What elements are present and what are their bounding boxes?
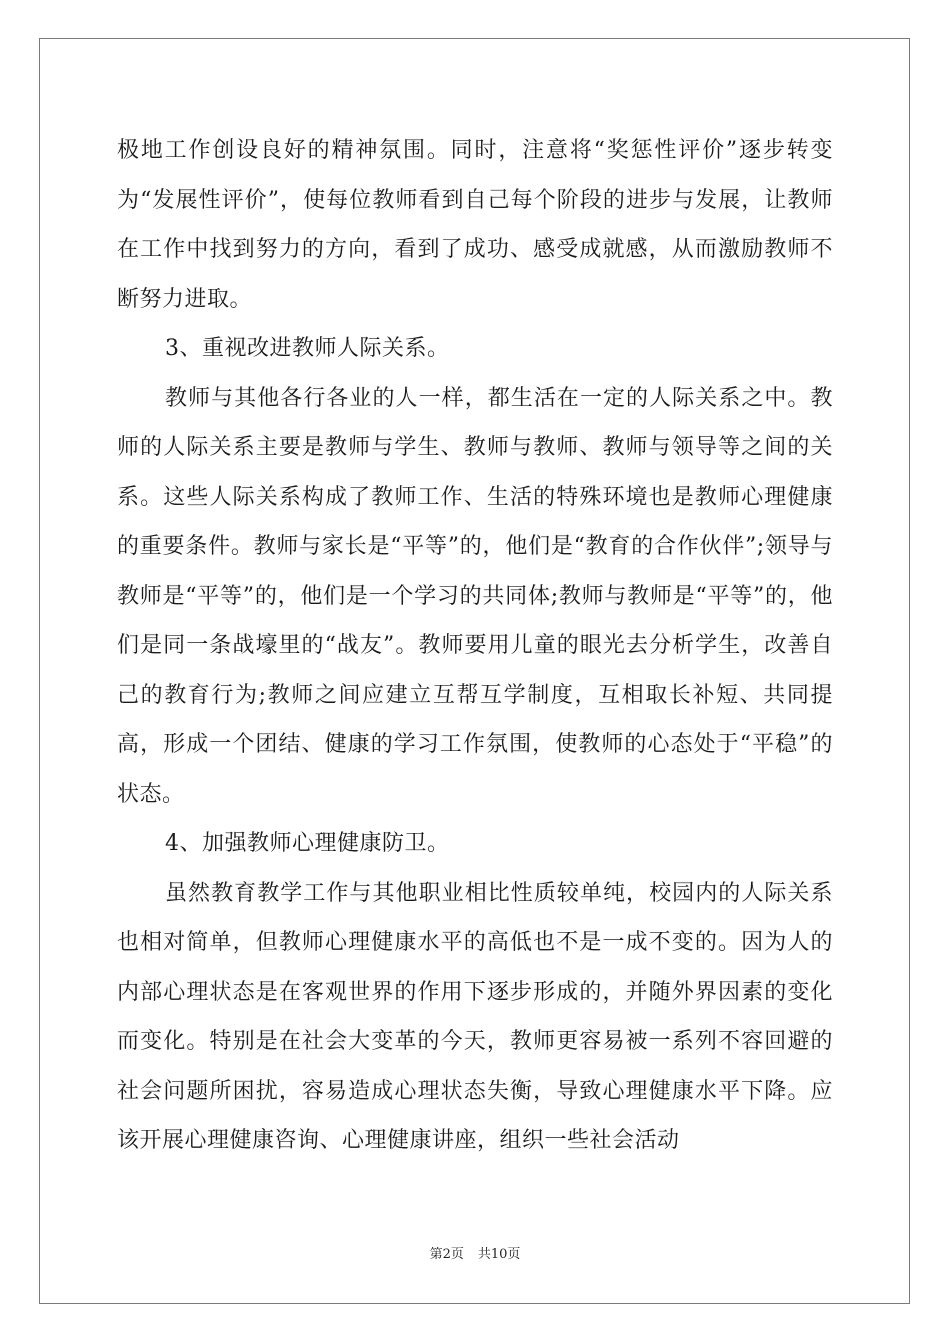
page-footer	[0, 1246, 950, 1264]
section-heading-3: 3、重视改进教师人际关系。	[165, 336, 450, 361]
current-page-number: 第2页	[429, 1247, 464, 1262]
section-heading-4: 4、加强教师心理健康防卫。	[165, 831, 450, 856]
document-body	[117, 126, 833, 1166]
paragraph-1: 极地工作创设良好的精神氛围。同时，注意将“奖惩性评价”逐步转变为“发展性评价”，使每位教师看到自己每个阶段的进步与发展，让教师在工作中找到努力的方向，看到了成功、感受成就感，从而激励教师不断努力进取。	[117, 138, 833, 312]
paragraph-2: 教师与其他各行各业的人一样，都生活在一定的人际关系之中。教师的人际关系主要是教师与学生、教师与教师、教师与领导等之间的关系。这些人际关系构成了教师工作、生活的特殊环境也是教师心理健康的重要条件。教师与家长是“平等”的，他们是“教育的合作伙伴”;领导与教师是“平等”的，他们是一个学习的共同体;教师与教师是“平等”的，他们是同一条战壕里的“战友”。教师要用儿童的眼光去分析学生，改善自己的教育行为;教师之间应建立互帮互学制度，互相取长补短、共同提高，形成一个团结、健康的学习工作氛围，使教师的心态处于“平稳”的状态。	[117, 385, 833, 807]
total-page-count: 共10页	[477, 1247, 521, 1262]
paragraph-3: 虽然教育教学工作与其他职业相比性质较单纯，校园内的人际关系也相对简单，但教师心理健康水平的高低也不是一成不变的。因为人的内部心理状态是在客观世界的作用下逐步形成的，并随外界因素的变化而变化。特别是在社会大变革的今天，教师更容易被一系列不容回避的社会问题所困扰，容易造成心理状态失衡，导致心理健康水平下降。应该开展心理健康咨询、心理健康讲座，组织一些社会活动	[117, 880, 833, 1153]
